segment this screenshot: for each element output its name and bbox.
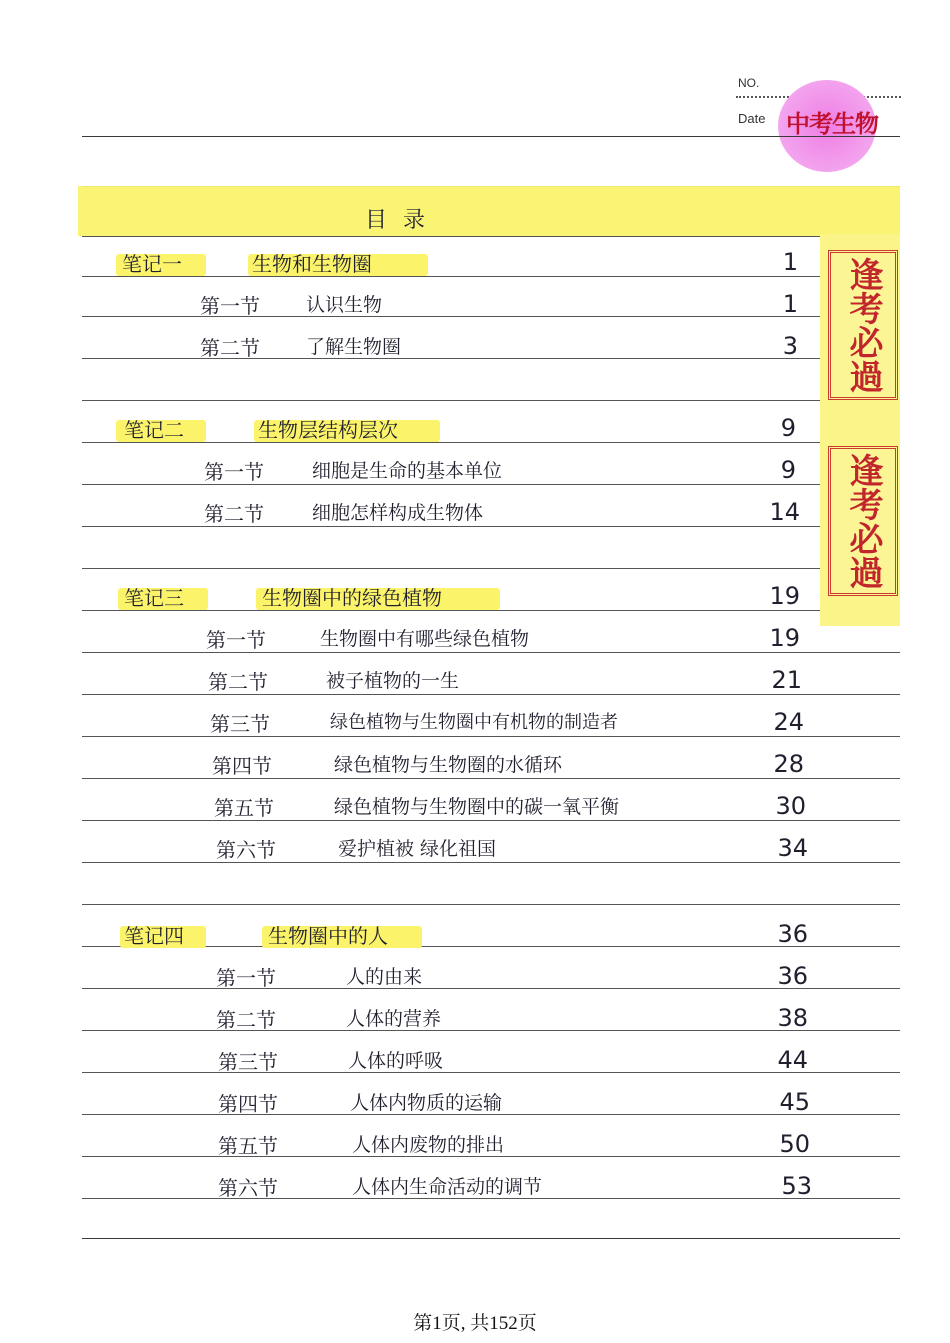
chapter-label: 笔记三: [124, 586, 184, 610]
section-title: 爱护植被 绿化祖国: [338, 838, 497, 860]
toc-section-row[interactable]: [0, 792, 950, 822]
ruled-line: [82, 400, 900, 401]
page-number: 19: [769, 582, 800, 610]
section-label: 第四节: [212, 754, 272, 778]
page-number: 53: [781, 1172, 812, 1200]
section-label: 第三节: [218, 1050, 278, 1074]
page-number: 30: [775, 792, 806, 820]
section-title: 绿色植物与生物圈中有机物的制造者: [330, 712, 618, 733]
section-label: 第一节: [200, 294, 260, 318]
section-label: 第二节: [216, 1008, 276, 1032]
chapter-title: 生物圈中的人: [268, 924, 388, 948]
header-date-label: Date: [738, 111, 766, 126]
toc-section-row[interactable]: [0, 750, 950, 780]
toc-section-row[interactable]: [0, 1172, 950, 1202]
toc-section-row[interactable]: [0, 456, 950, 486]
section-title: 人体的呼吸: [348, 1050, 444, 1072]
section-title: 了解生物圈: [306, 336, 402, 358]
page-number: 3: [782, 332, 798, 360]
page-number: 21: [771, 666, 802, 694]
header-no-label: NO.: [738, 76, 760, 90]
toc-chapter-row[interactable]: [0, 248, 950, 278]
section-title: 人体内废物的排出: [352, 1134, 505, 1156]
toc-chapter-row[interactable]: [0, 414, 950, 444]
chapter-title: 生物圈中的绿色植物: [262, 586, 442, 610]
toc-chapter-row[interactable]: [0, 920, 950, 950]
section-title: 绿色植物与生物圈的水循环: [334, 754, 563, 776]
section-label: 第六节: [216, 838, 276, 862]
chapter-title: 生物和生物圈: [252, 252, 372, 276]
section-label: 第一节: [216, 966, 276, 990]
section-title: 生物圈中有哪些绿色植物: [320, 628, 530, 650]
toc-section-row[interactable]: [0, 666, 950, 696]
chapter-label: 笔记一: [122, 252, 182, 276]
section-label: 第五节: [214, 796, 274, 820]
section-label: 第四节: [218, 1092, 278, 1116]
toc-section-row[interactable]: [0, 498, 950, 528]
toc-section-row[interactable]: [0, 1004, 950, 1034]
section-title: 被子植物的一生: [326, 670, 460, 692]
page-number: 34: [777, 834, 808, 862]
section-label: 第一节: [204, 460, 264, 484]
page-number: 44: [777, 1046, 808, 1074]
toc-section-row[interactable]: [0, 708, 950, 738]
section-title: 细胞是生命的基本单位: [312, 460, 503, 482]
section-label: 第三节: [210, 712, 270, 736]
ruled-line: [82, 904, 900, 905]
toc-section-row[interactable]: [0, 834, 950, 864]
section-title: 人体的营养: [346, 1008, 442, 1030]
page-number: 9: [780, 456, 796, 484]
page-number: 28: [773, 750, 804, 778]
page-number: 36: [777, 962, 808, 990]
toc-title: 目录: [365, 208, 442, 233]
toc-section-row[interactable]: [0, 1130, 950, 1160]
page-number: 45: [779, 1088, 810, 1116]
page-number: 9: [780, 414, 796, 442]
section-label: 第五节: [218, 1134, 278, 1158]
page-number: 50: [779, 1130, 810, 1158]
section-label: 第二节: [200, 336, 260, 360]
section-title: 人的由来: [346, 966, 423, 988]
section-title: 绿色植物与生物圈中的碳一氧平衡: [334, 796, 620, 818]
toc-section-row[interactable]: [0, 962, 950, 992]
chapter-label: 笔记四: [124, 924, 184, 948]
section-title: 人体内生命活动的调节: [352, 1176, 543, 1198]
toc-section-row[interactable]: [0, 624, 950, 654]
page-number: 1: [782, 248, 798, 276]
page-number: 38: [777, 1004, 808, 1032]
ruled-line: [82, 1238, 900, 1239]
ruled-line: [82, 136, 900, 137]
section-title: 认识生物: [306, 294, 383, 316]
seal-text: 逢考必過: [843, 453, 883, 589]
toc-section-row[interactable]: [0, 290, 950, 320]
toc-section-row[interactable]: [0, 1046, 950, 1076]
section-label: 第一节: [206, 628, 266, 652]
page-number: 19: [769, 624, 800, 652]
section-label: 第六节: [218, 1176, 278, 1200]
chapter-label: 笔记二: [124, 418, 184, 442]
page-number: 36: [777, 920, 808, 948]
toc-section-row[interactable]: [0, 1088, 950, 1118]
seal-text: 逢考必過: [843, 257, 883, 393]
page-number: 24: [773, 708, 804, 736]
ruled-line: [82, 568, 900, 569]
page-number: 14: [769, 498, 800, 526]
page-number: 1: [782, 290, 798, 318]
section-label: 第二节: [208, 670, 268, 694]
section-title: 细胞怎样构成生物体: [312, 502, 484, 524]
toc-section-row[interactable]: [0, 332, 950, 362]
section-title: 人体内物质的运输: [350, 1092, 503, 1114]
toc-chapter-row[interactable]: [0, 582, 950, 612]
page-footer: 第1页, 共152页: [413, 1313, 537, 1334]
ruled-line: [82, 236, 900, 237]
section-label: 第二节: [204, 502, 264, 526]
chapter-title: 生物层结构层次: [258, 418, 398, 442]
subject-stamp: 中考生物: [786, 110, 878, 138]
title-highlight: [78, 186, 900, 236]
